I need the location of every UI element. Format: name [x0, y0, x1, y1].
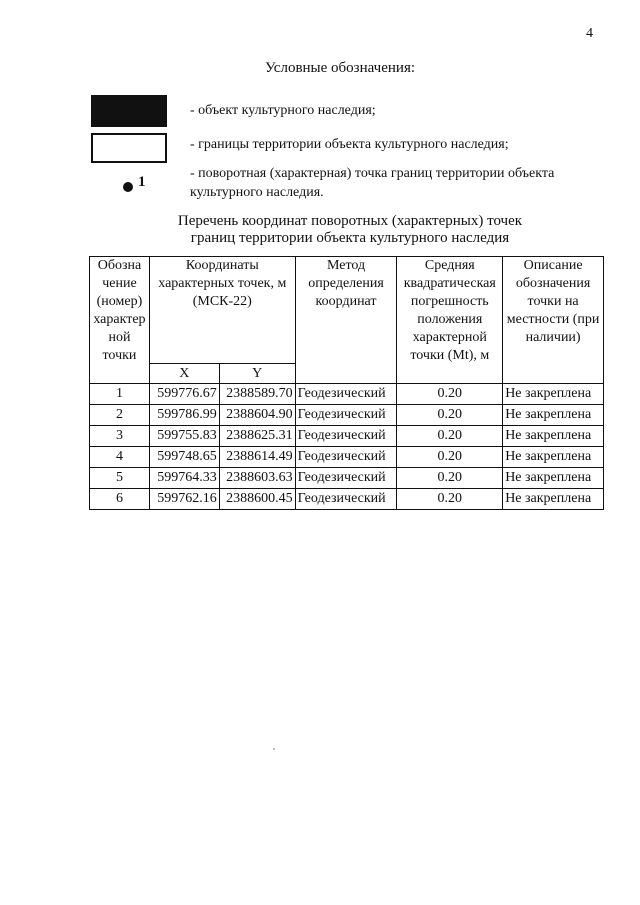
cell-point-number: 2: [90, 405, 150, 426]
table-row: [90, 384, 604, 405]
legend-symbol-turning-point: [123, 182, 133, 192]
table-row: [90, 468, 604, 489]
table-title: [100, 213, 600, 247]
legend-title: Условные обозначения:: [264, 60, 416, 76]
header-coordinates: Координаты характерных точек, м (МСК-22): [149, 257, 295, 364]
cell-description: Не закреплена: [503, 405, 604, 426]
coordinates-table: [89, 256, 604, 510]
cell-description: Не закреплена: [503, 468, 604, 489]
table-title-line-1: Перечень координат поворотных (характерных) точек: [177, 213, 523, 229]
cell-description: Не закреплена: [503, 426, 604, 447]
cell-method: Геодезический: [295, 468, 397, 489]
cell-y: 2388603.63: [219, 468, 295, 489]
cell-x: 599762.16: [149, 489, 219, 510]
cell-y: 2388604.90: [219, 405, 295, 426]
table-row: [90, 405, 604, 426]
header-x: X: [149, 364, 219, 384]
cell-description: Не закреплена: [503, 447, 604, 468]
table-row: [90, 426, 604, 447]
header-designation: Обозна чение (номер) характер ной точки: [90, 257, 150, 384]
header-y: Y: [219, 364, 295, 384]
page-number: 4: [586, 26, 593, 41]
header-error: Средняя квадратическая погрешность положения характерной точки (Mt), м: [397, 257, 503, 384]
cell-point-number: 5: [90, 468, 150, 489]
cell-description: Не закреплена: [503, 384, 604, 405]
cell-method: Геодезический: [295, 405, 397, 426]
cell-y: 2388589.70: [219, 384, 295, 405]
cell-error: 0.20: [397, 489, 503, 510]
cell-method: Геодезический: [295, 447, 397, 468]
table-title-line-2: границ территории объекта культурного наследия: [190, 230, 510, 246]
cell-point-number: 4: [90, 447, 150, 468]
cell-method: Геодезический: [295, 384, 397, 405]
cell-point-number: 3: [90, 426, 150, 447]
header-method: Метод определения координат: [295, 257, 397, 384]
cell-x: 599764.33: [149, 468, 219, 489]
cell-x: 599748.65: [149, 447, 219, 468]
cell-point-number: 1: [90, 384, 150, 405]
cell-x: 599755.83: [149, 426, 219, 447]
cell-method: Геодезический: [295, 426, 397, 447]
cell-x: 599776.67: [149, 384, 219, 405]
cell-error: 0.20: [397, 447, 503, 468]
cell-method: Геодезический: [295, 489, 397, 510]
cell-error: 0.20: [397, 468, 503, 489]
cell-y: 2388614.49: [219, 447, 295, 468]
legend-turning-point-number: 1: [138, 174, 146, 190]
cell-error: 0.20: [397, 405, 503, 426]
header-description: Описание обозначения точки на местности (при наличии): [503, 257, 604, 384]
table-row: [90, 489, 604, 510]
cell-y: 2388600.45: [219, 489, 295, 510]
legend-symbol-heritage-object: [91, 95, 167, 127]
cell-error: 0.20: [397, 426, 503, 447]
cell-x: 599786.99: [149, 405, 219, 426]
cell-point-number: 6: [90, 489, 150, 510]
legend-text-turning-point: - поворотная (характерная) точка границ территории объекта культурного наследия.: [190, 166, 555, 200]
legend-text-heritage-object: - объект культурного наследия;: [190, 103, 376, 118]
cell-y: 2388625.31: [219, 426, 295, 447]
scan-speck: [273, 748, 275, 750]
table-row: [90, 447, 604, 468]
cell-error: 0.20: [397, 384, 503, 405]
cell-description: Не закреплена: [503, 489, 604, 510]
legend-text-territory-border: - границы территории объекта культурного наследия;: [190, 137, 509, 152]
legend-symbol-territory-border: [91, 133, 167, 163]
